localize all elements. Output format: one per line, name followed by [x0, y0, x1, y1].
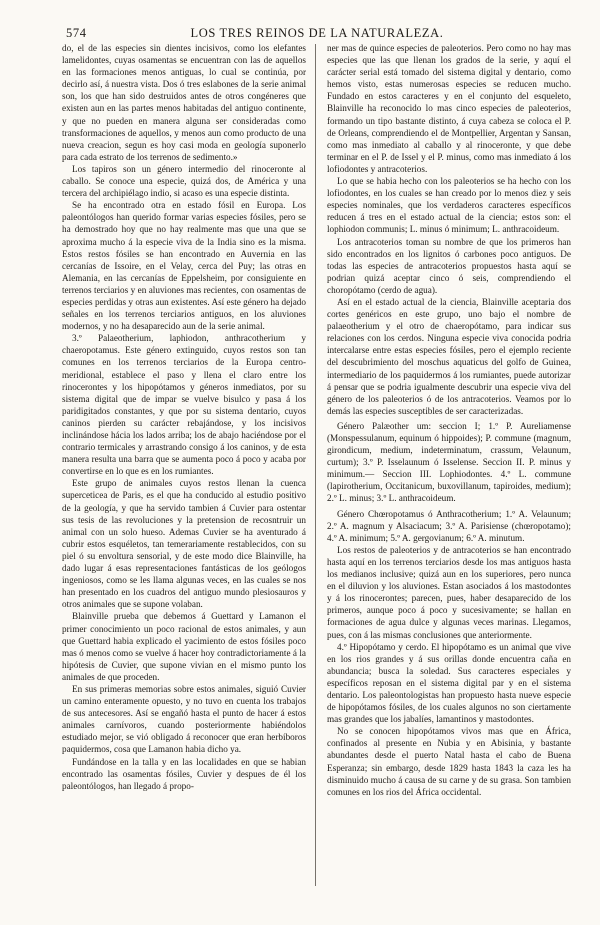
- genus-classification: Género Palæother um: seccion I; 1.º P. Aureliamense (Monspessulanum, equinum ó hippoides); P. commune (magnum, girondicum, medium, indeterminatum, crassum, Velaunum, curtum); 3.º P. Isselaunum ó Isselense. Seccion II. P. minus y minimum.— Seccion III. Lophiodontes. 4.º L. commune (lapirotherium, Occitanicum, buxovillanum, tapiroides, medium); 2.º L. minus; 3.º L. anthracoideum.: [327, 420, 571, 504]
- paragraph: Los antracoterios toman su nombre de que los primeros han sido encontrados en los lignitos ó carbones poco antiguos. De todas las especies de antracoterios propuestos hasta aquí se podrian quizá aceptar cinco ó seis, comprendiendo el choropótamo (cerdo de agua).: [327, 236, 571, 295]
- paragraph: Se ha encontrado otra en estado fósil en Europa. Los paleontólogos han querido formar varias especies fósiles, pero se ha demostrado hoy que no hay realmente mas que una que se aproxima mucho á la especie viva de la India sino es la misma. Estos restos fósiles se han encontrado en Auvernia en las cercanías de Issoire, en el Velay, cerca del Puy; las otras en Alemania, en las cercanías de Eppelsheim, por consiguiente en terrenos terciarios y en aluviones mas recientes, con osamentas de especies perdidas y otras aun existentes. Así este género ha dejado señales en los terrenos terciarios antiguos, en los aluviones modernos, y no ha desaparecido aun de la serie animal.: [62, 200, 306, 332]
- right-column: [327, 42, 571, 798]
- column-divider: [315, 44, 316, 886]
- running-title: LOS TRES REINOS DE LA NATURALEZA.: [190, 26, 444, 40]
- paragraph: No se conocen hipopótamos vivos mas que en África, confinados al presente en Nubia y en Abisinia, y bastante abundantes desde el puerto Natal hasta el cabo de Buena Esperanza; sin embargo, desde 1829 hasta 1843 la caza les ha disminuido mucho á causa de su carne y de su grasa. Son tambien comunes en los rios del África occidental.: [327, 726, 571, 797]
- paragraph: En sus primeras memorias sobre estos animales, siguió Cuvier un camino enteramente opuesto, y no tuvo en cuenta los trabajos de sus antecesores. Así se engañó hasta el punto de hacer á estos animales carnívoros, cuando posteriormente habiéndolos estudiado mejor, se vió obligado á reconocer que eran herbíboros paquidermos, cosa que Lamanon habia dicho ya.: [62, 683, 306, 755]
- paragraph: do, el de las especies sin dientes incisivos, como los elefantes lamelidontes, cuyas osamentas se encuentran con las de aquellos en las formaciones menos antiguas, lo cual se continúa, por decirlo así, á nuestra vista. Dos ó tres eslabones de la serie animal son, los que han sido destruidos antes de otros congéneres que existen aun en las partes menos habitadas del antiguo continente, y que no pueden en manera alguna ser consideradas como transformaciones de aquellos, y menos aun como producto de una nueva creacion, segun es hoy casi moda en geología suponerlo para cada estrato de los terrenos de sedimento.»: [62, 43, 306, 162]
- page-number: 574: [66, 26, 87, 40]
- paragraph: 3.º Palaeotherium, laphiodon, anthracotherium y chaeropotamus. Este género extinguido, cuyos restos son tan comunes en los terrenos terciarios de la Europa centro-meridional, establece el paso y llena el claro entre los rinocerontes y los hipopótamos y géneros inmediatos, por su sistema digital que de impar se vuelve bisulco y pasa á los paridigitados constantes, y que por su sistema dentario, cuyos caninos pierden su carácter rebajándose, y los incisivos inclinándose hácia los lados arriba; los de abajo haciéndose por el contrario termicales y arrastrando consigo á los caninos, y de esta manera resulta una barra que se aumenta poco á poco y acaba por convertirse en lo que es en los rumiantes.: [62, 333, 306, 477]
- paragraph: Los tapiros son un género intermedio del rinoceronte al caballo. Se conoce una especie, quizá dos, de América y una tercera del archipiélago indio, si acaso es una especie distinta.: [62, 163, 306, 199]
- paragraph: Blainville prueba que debemos á Guettard y Lamanon el primer conocimiento un poco racional de estos animales, y aun que Guettard habia explicado el yacimiento de estos fósiles poco mas ó menos como se vuelve á hacer hoy contradictoriamente á la hipótesis de Cuvier, que supone vivian en el mismo punto los animales de que proceden.: [62, 611, 306, 682]
- genus-classification: Género Chœropotamus ó Anthracotherium; 1.º A. Velaunum; 2.º A. magnum y Alsaciacum; 3.º A. Parisiense (chœropotamo); 4.º A. minimum; 5.º A. gergovianum; 6.º A. minutum.: [327, 508, 571, 543]
- left-column: [62, 42, 306, 792]
- paragraph: Así en el estado actual de la ciencia, Blainville aceptaria dos cortes genéricos en este grupo, uno bajo el nombre de palaeotherium y el otro de chaeropótamo, para indicar sus relaciones con los cerdos. Ninguna especie viva conocida podria intercalarse entre estas especies fósiles, pero el ejemplo reciente del descubrimiento del moschus aquaticus del golfo de Guinea, intermediario de los paquidermos á los rumiantes, puede autorizar á pensar que se podria igualmente descubrir una especie viva del género de los paleoterios ó de los antracoterios. Veamos por lo demás las especies susceptibles de ser caracterizadas.: [327, 296, 571, 416]
- page-header: [66, 26, 568, 42]
- paragraph: 4.º Hipopótamo y cerdo. El hipopótamo es un animal que vive en los rios grandes y á sus orillas donde encuentra caña en abundancia; busca la soledad. Sus caracteres especiales y específicos reposan en el sistema digital par y en el sistema dentario. Los paleontologistas han propuesto hasta nueve especie de hipopótamos fósiles, de los cuales algunos no son ciertamente mas grandes que los jabalíes, lamantinos y mastodontes.: [327, 641, 571, 725]
- paragraph: Lo que se habia hecho con los paleoterios se ha hecho con los lofiodontes, en los cuales se han creado por lo menos diez y seis especies nominales, que los verdaderos caracteres específicos reducen á tres en el estado actual de la ciencia; estos son: el lophiodon communis; L. minus ó minimum; L. anthracoideum.: [327, 176, 571, 235]
- paragraph: Los restos de paleoterios y de antracoterios se han encontrado hasta aquí en los terrenos terciarios desde los mas antiguos hasta los medianos inclusive; quizá aun en los superiores, pero nunca en el diluvion y los aluviones. Estan asociados á los mastodontes y á los rinocerontes; parecen, pues, haber desaparecido de los primeros, aunque poco á poco y sucesivamente; se hallan en formaciones de agua dulce y algunas veces marinas. Llegamos, pues, con á las mismas conclusiones que anteriormente.: [327, 544, 571, 640]
- paragraph: Fundándose en la talla y en las localidades en que se habian encontrado las osamentas fósiles, Cuvier y despues de él los paleontólogos, han llegado á propo-: [62, 756, 306, 791]
- paragraph: ner mas de quince especies de paleoterios. Pero como no hay mas especies que las que llenan los grados de la serie, y aquí el carácter serial está tomado del sistema digital y dentario, como hemos visto, estas numerosas especies se reducen mucho. Fundado en estos caracteres y en el conjunto del esqueleto, Blainville ha reconocido lo mas cinco especies de paleoterios, formando un tipo bastante distinto, á cuya cabeza se coloca el P. de Orleans, comprendiendo el de Montpellier, Argentan y Sansan, como mas inmediato al caballo y al rinoceronte, y que debe terminar en el P. de Issel y el P. minus, como mas inmediato á los lofiodontes y antracoterios.: [327, 43, 571, 174]
- paragraph: Este grupo de animales cuyos restos llenan la cuenca superceticea de Paris, es el que ha conducido al estudio positivo de la geología, y que ha servido tambien á Cuvier para ostentar sus tesis de las revoluciones y la pretension de recosntruir un animal con un solo hueso. Ademas Cuvier se ha aventurado á cubrir estos esquéletos, tan temerariamente restablecidos, con su piel ó su envoltura sensorial, y de este modo dice Blainville, ha dado lugar á esas representaciones fantásticas de los geólogos ingeniosos, como se les llama algunas veces, en las cuales se nos han presentado en los cuadros del antiguo mundo plesiosauros y otros animales que se supone volaban.: [62, 478, 306, 610]
